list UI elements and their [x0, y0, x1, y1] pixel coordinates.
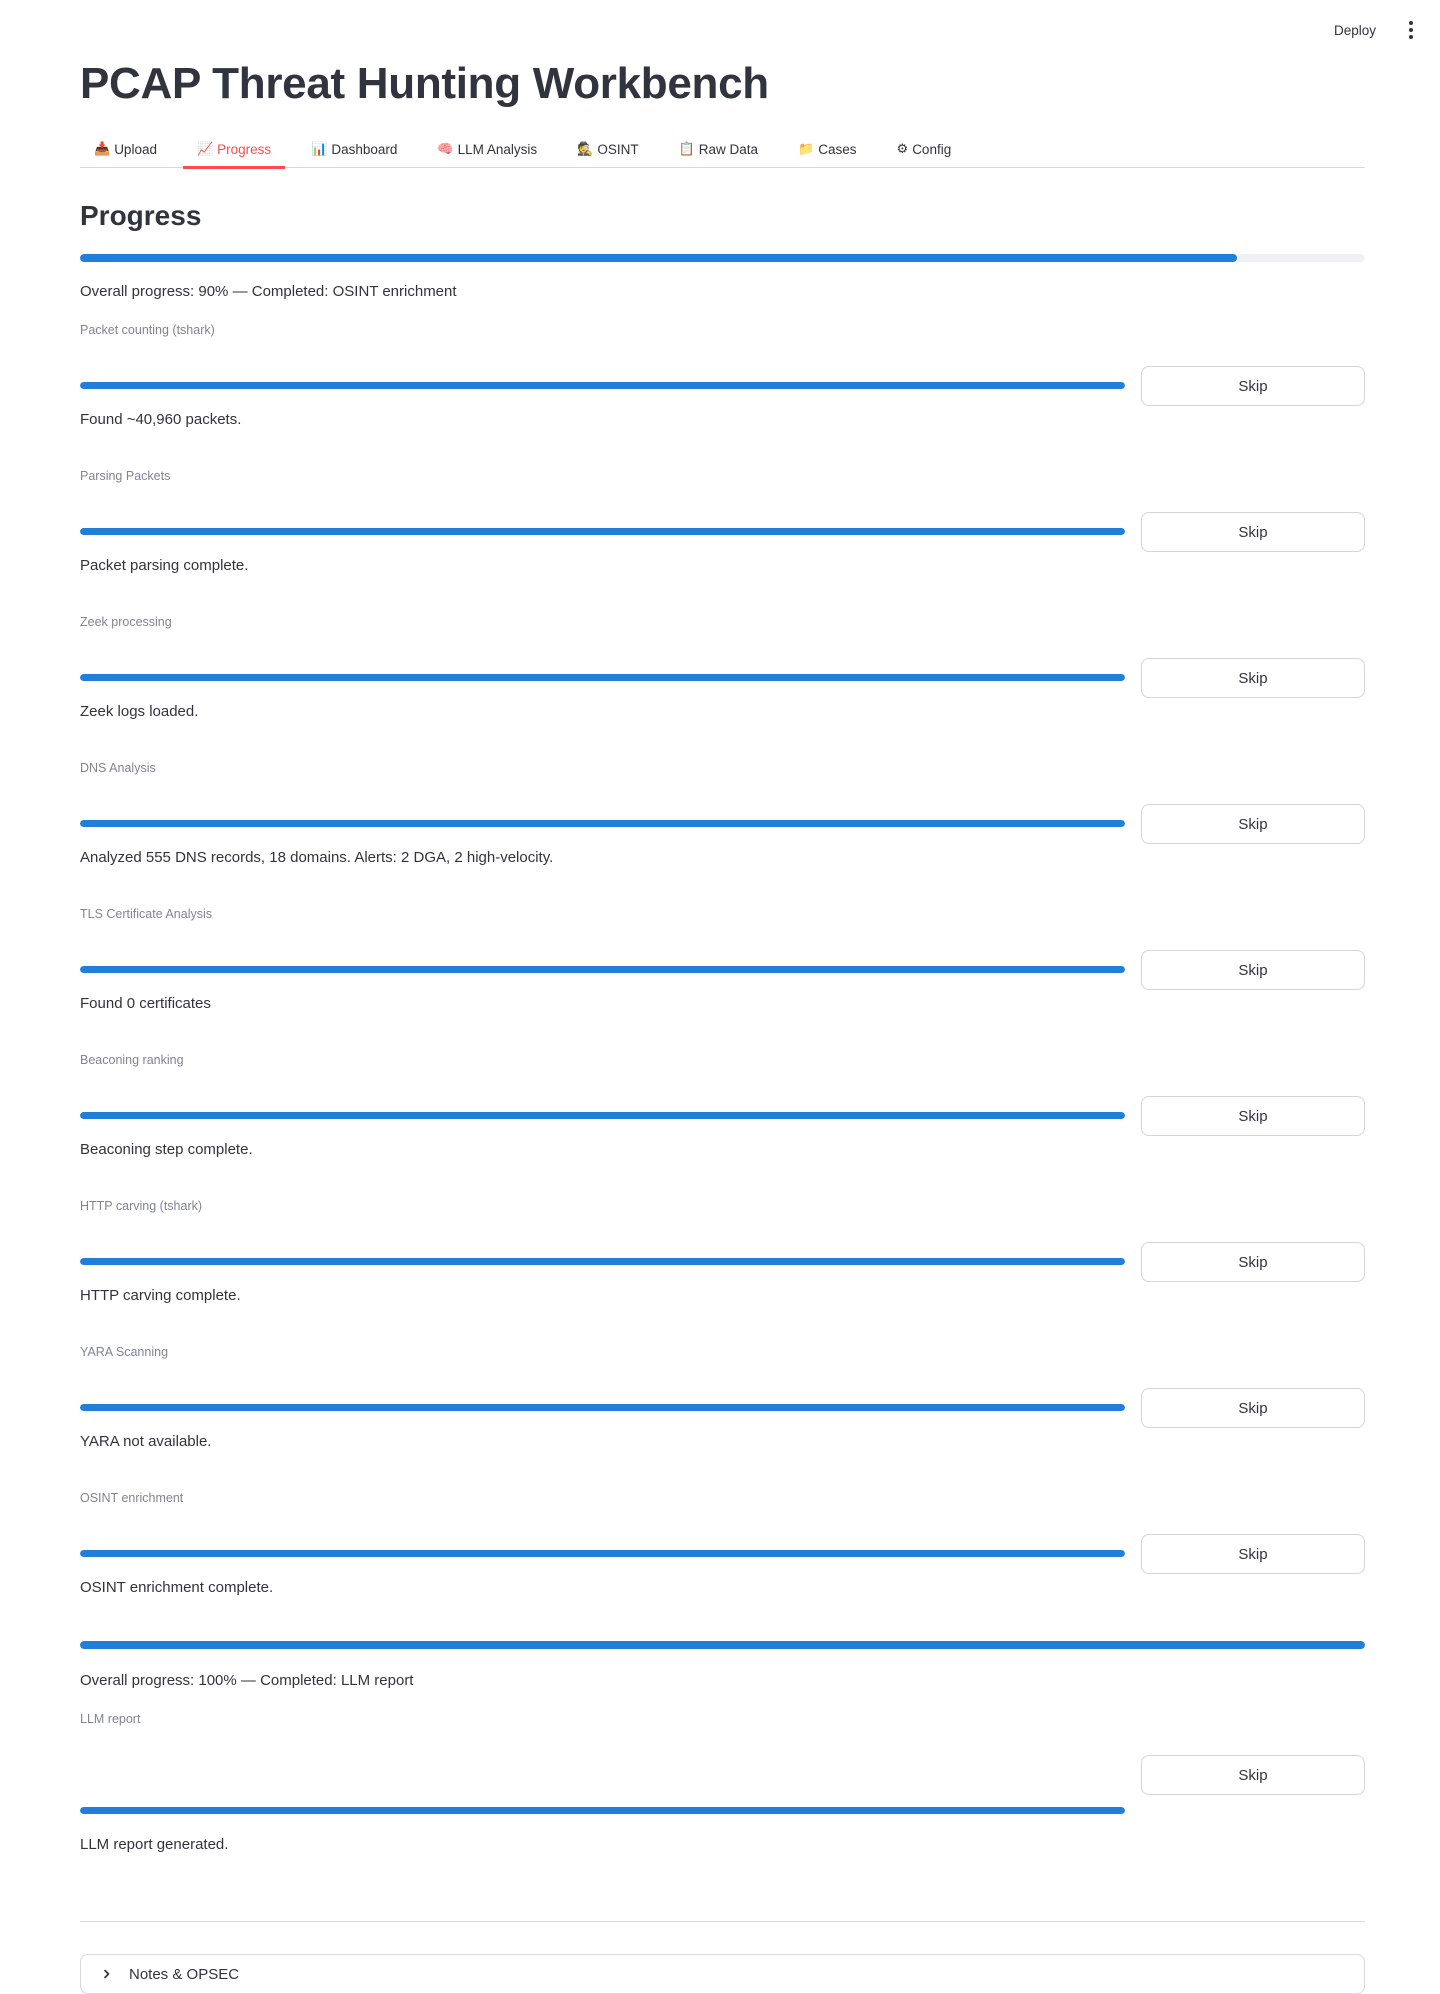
tab-progress[interactable]: [183, 130, 285, 168]
step-row: [80, 813, 1365, 868]
pipeline-step: [80, 1197, 1365, 1306]
step-progress-area: [80, 813, 1125, 868]
step-progress-area: [80, 959, 1125, 1014]
tab-icon: 📋: [678, 141, 695, 156]
step-message: Beaconing step complete.: [80, 1141, 253, 1158]
skip-button[interactable]: Skip: [1141, 804, 1365, 844]
step-message: OSINT enrichment complete.: [80, 1579, 274, 1596]
tab-label: LLM Analysis: [457, 141, 538, 157]
tab-label: Cases: [818, 141, 857, 157]
pipeline-step: [80, 1489, 1365, 1598]
skip-button[interactable]: Skip: [1141, 658, 1365, 698]
step-progress-fill: [80, 1258, 1125, 1265]
tab-icon: 📥: [94, 141, 111, 156]
step-caption: YARA Scanning: [80, 1345, 169, 1359]
step-row: [80, 1397, 1365, 1452]
section-title: Progress: [80, 200, 202, 231]
step-progress-fill: [80, 1550, 1125, 1557]
tab-label: Upload: [114, 141, 157, 157]
step-progress-bar: [80, 674, 1125, 681]
step-progress-fill: [80, 382, 1125, 389]
overall-progress-text: Overall progress: 100% — Completed: LLM report: [80, 1672, 414, 1689]
step-progress-area: [80, 667, 1125, 722]
tab-icon: ⚙: [896, 141, 909, 156]
tab-icon: 📊: [311, 141, 328, 156]
step-progress-bar: [80, 1258, 1125, 1265]
step-list: [80, 321, 1365, 1598]
step-progress-bar: [80, 966, 1125, 973]
overall-progress-fill: [80, 254, 1237, 262]
skip-button[interactable]: Skip: [1141, 512, 1365, 552]
step-message: YARA not available.: [80, 1433, 212, 1450]
step-progress-bar: [80, 382, 1125, 389]
step-row: [80, 521, 1365, 576]
tab-osint[interactable]: [563, 130, 652, 168]
tab-label: Config: [912, 141, 952, 157]
overall-progress-fill: [80, 1641, 1365, 1649]
tab-llm-analysis[interactable]: [423, 130, 551, 168]
overall-progress-block: [80, 254, 1365, 302]
pipeline-step: [80, 613, 1365, 722]
step-row: [80, 1543, 1365, 1598]
tab-label: Raw Data: [698, 141, 759, 157]
step-caption: LLM report: [80, 1712, 141, 1726]
step-row: [80, 375, 1365, 430]
skip-button[interactable]: Skip: [1141, 366, 1365, 406]
divider: [80, 1921, 1365, 1922]
step-message: HTTP carving complete.: [80, 1287, 241, 1304]
step-progress-bar: [80, 820, 1125, 827]
step-progress-area: [80, 375, 1125, 430]
step-message: Packet parsing complete.: [80, 557, 249, 574]
tab-icon: 🧠: [437, 141, 454, 156]
step-progress-bar: [80, 1807, 1125, 1814]
pipeline-step: [80, 321, 1365, 430]
step-row: [80, 1251, 1365, 1306]
pipeline-step: [80, 905, 1365, 1014]
step-caption: HTTP carving (tshark): [80, 1199, 203, 1213]
tab-label: Progress: [217, 141, 272, 157]
step-progress-fill: [80, 1807, 1125, 1814]
skip-button[interactable]: Skip: [1141, 1388, 1365, 1428]
overall-progress-bar: [80, 254, 1365, 262]
step-message: LLM report generated.: [80, 1836, 229, 1853]
skip-button[interactable]: Skip: [1141, 1242, 1365, 1282]
step-progress-area: [80, 521, 1125, 576]
pipeline-step: [80, 759, 1365, 868]
step-progress-fill: [80, 1404, 1125, 1411]
notes-opsec-expander[interactable]: [80, 1954, 1365, 1994]
step-caption: OSINT enrichment: [80, 1491, 184, 1505]
step-progress-fill: [80, 966, 1125, 973]
skip-button[interactable]: Skip: [1141, 1755, 1365, 1795]
step-message: Found ~40,960 packets.: [80, 411, 242, 428]
tab-icon: 📈: [196, 141, 214, 156]
step-caption: Beaconing ranking: [80, 1053, 184, 1067]
pipeline-step: [80, 1343, 1365, 1452]
tab-raw-data[interactable]: [665, 130, 772, 168]
step-row: [80, 667, 1365, 722]
step-row: [80, 959, 1365, 1014]
skip-button[interactable]: Skip: [1141, 1534, 1365, 1574]
step-progress-area: [80, 1764, 1125, 1855]
page-title: PCAP Threat Hunting Workbench: [80, 59, 769, 108]
overall-progress-text: Overall progress: 90% — Completed: OSINT enrichment: [80, 283, 457, 300]
tab-icon: 📁: [798, 141, 815, 156]
tab-dashboard[interactable]: [297, 130, 411, 168]
step-progress-area: [80, 1397, 1125, 1452]
step-message: Zeek logs loaded.: [80, 703, 199, 720]
pipeline-step: [80, 1051, 1365, 1160]
step-progress-fill: [80, 820, 1125, 827]
chevron-right-icon: [97, 1964, 117, 1984]
step-caption: DNS Analysis: [80, 761, 156, 775]
overall-progress-block-final: [80, 1641, 1365, 1855]
kebab-menu-icon[interactable]: [1402, 19, 1420, 41]
expander-label: Notes & OPSEC: [129, 1965, 240, 1983]
skip-button[interactable]: Skip: [1141, 950, 1365, 990]
main-content: [80, 0, 1365, 1994]
step-progress-bar: [80, 1112, 1125, 1119]
tab-bar: [80, 130, 1365, 168]
tab-label: Dashboard: [331, 141, 398, 157]
step-progress-bar: [80, 528, 1125, 535]
skip-button[interactable]: Skip: [1141, 1096, 1365, 1136]
step-progress-bar: [80, 1550, 1125, 1557]
step-message: Analyzed 555 DNS records, 18 domains. Alerts: 2 DGA, 2 high-velocity.: [80, 849, 554, 866]
step-caption: Zeek processing: [80, 615, 172, 629]
tab-cases[interactable]: [784, 130, 870, 168]
overall-progress-bar: [80, 1641, 1365, 1649]
deploy-button[interactable]: Deploy: [1326, 17, 1384, 44]
step-caption: Packet counting (tshark): [80, 323, 215, 337]
pipeline-step: [80, 467, 1365, 576]
step-progress-area: [80, 1251, 1125, 1306]
step-row: [80, 1764, 1365, 1855]
step-progress-area: [80, 1105, 1125, 1160]
step-progress-bar: [80, 1404, 1125, 1411]
tab-upload[interactable]: [80, 130, 171, 168]
step-progress-fill: [80, 528, 1125, 535]
step-caption: Parsing Packets: [80, 469, 171, 483]
step-progress-fill: [80, 674, 1125, 681]
step-caption: TLS Certificate Analysis: [80, 907, 212, 921]
step-row: [80, 1105, 1365, 1160]
step-progress-area: [80, 1543, 1125, 1598]
step-message: Found 0 certificates: [80, 995, 211, 1012]
tab-icon: 🕵: [577, 141, 594, 156]
tab-config[interactable]: [883, 130, 966, 168]
tab-label: OSINT: [597, 141, 639, 157]
step-progress-fill: [80, 1112, 1125, 1119]
